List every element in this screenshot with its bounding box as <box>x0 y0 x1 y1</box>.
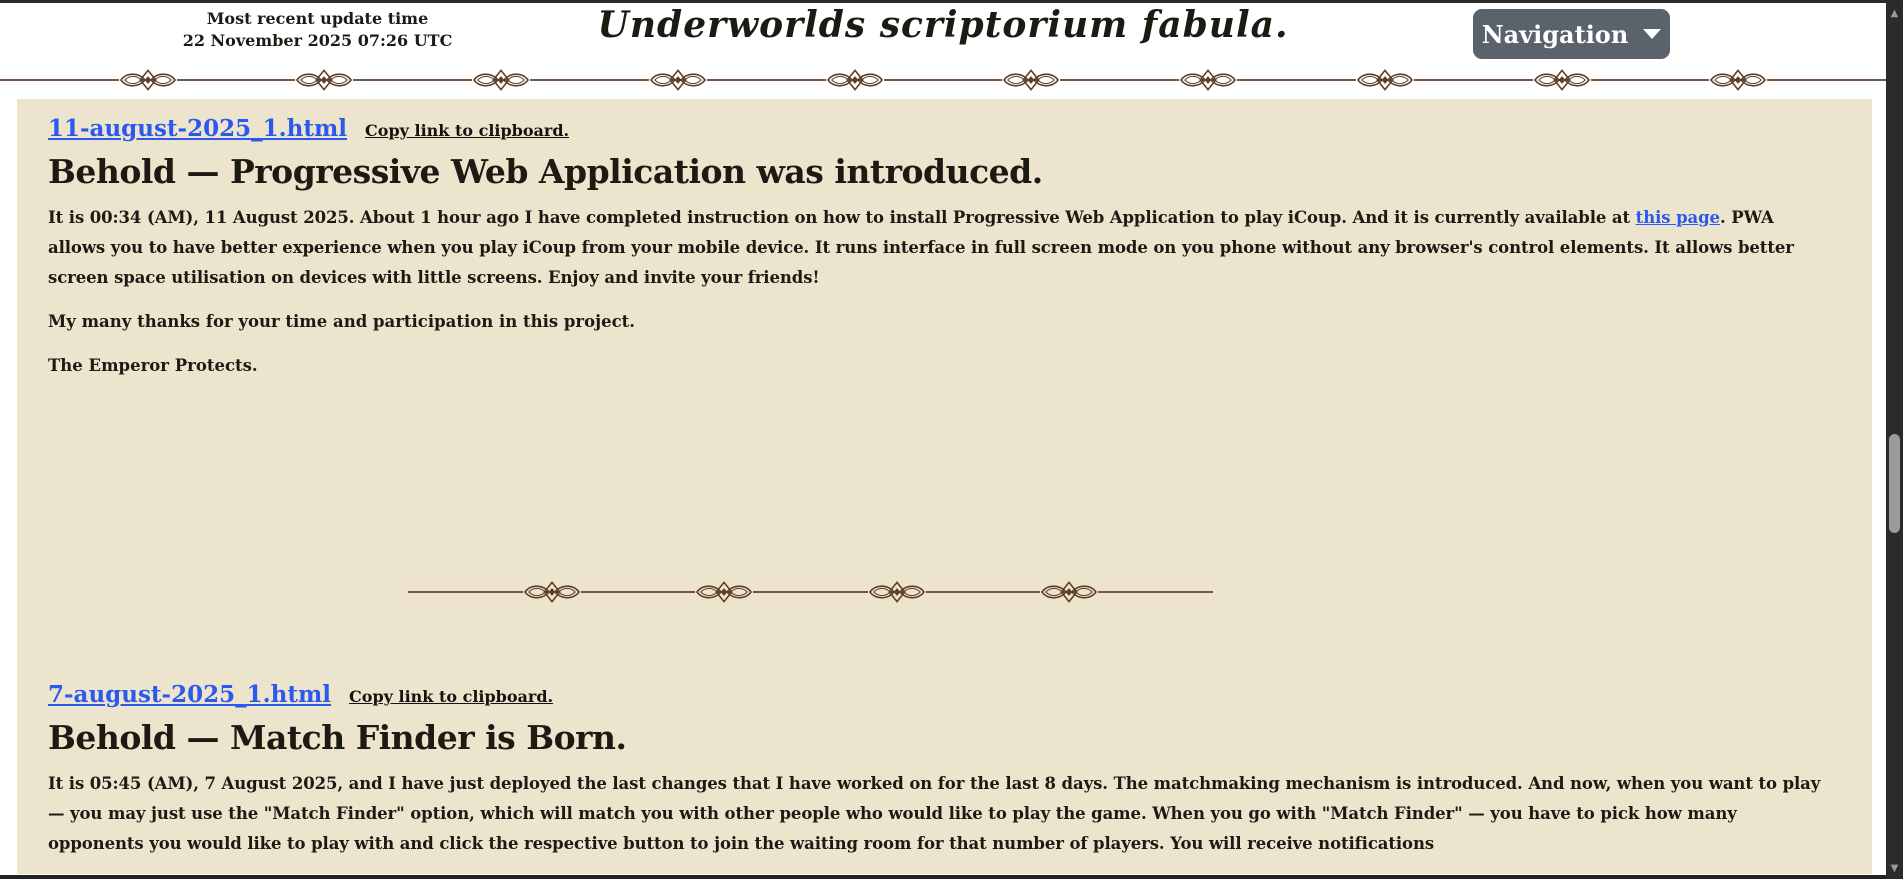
divider-line <box>1060 79 1179 81</box>
divider-line <box>581 591 696 593</box>
entry-file-link[interactable]: 11-august-2025_1.html <box>48 115 348 142</box>
entry-file-link[interactable]: 7-august-2025_1.html <box>48 681 332 708</box>
thanks-paragraph: My many thanks for your time and participation in this project. <box>48 312 636 331</box>
scroll-up-icon[interactable]: ▲ <box>1890 8 1899 19</box>
window-top-border <box>0 0 1903 3</box>
navigation-button-label: Navigation <box>1481 19 1629 49</box>
divider-ornament-icon <box>1040 581 1098 603</box>
divider-line <box>1591 79 1710 81</box>
divider-line <box>1237 79 1356 81</box>
divider-line <box>1767 79 1886 81</box>
divider-line <box>177 79 296 81</box>
divider-line <box>408 591 523 593</box>
entry-heading: Behold — Match Finder is Born. <box>48 718 627 757</box>
divider-ornament-icon <box>695 581 753 603</box>
divider-ornament-icon <box>119 69 177 91</box>
blog-entry <box>48 115 1832 381</box>
scrollbar-thumb[interactable] <box>1889 434 1900 533</box>
entry-link-row <box>48 681 1832 708</box>
chevron-down-icon <box>1643 29 1661 39</box>
entry-body: It is 05:45 (AM), 7 August 2025, and I have just deployed the last changes that I have worked on for the last 8 days. The matchmaking mechanism is introduced. And now, when you want to play — you may just use the "Match Finder" option, which will match you with other people who would like to play the game. When you go with "Match Finder" — you have to pick how many opponents you would like to play with and click the respective button to join the waiting room for that number of players. You will receive notifications <box>48 774 1821 853</box>
navigation-button[interactable] <box>1473 9 1670 59</box>
divider-line <box>707 79 826 81</box>
divider-line <box>0 79 119 81</box>
divider-ornament-icon <box>1356 69 1414 91</box>
update-time-label: Most recent update time <box>206 9 429 28</box>
divider-line <box>753 591 868 593</box>
copy-link-button[interactable]: Copy link to clipboard. <box>349 687 554 706</box>
entry-body <box>48 203 1832 293</box>
scroll-down-icon[interactable]: ▼ <box>1890 863 1899 874</box>
entry-body-text: It is 00:34 (AM), 11 August 2025. About 1 hour ago I have completed instruction on how to install Progressive Web Application to play iCoup. And it is currently available at <box>48 208 1636 227</box>
signoff-paragraph: The Emperor Protects. <box>48 356 258 375</box>
divider-line <box>926 591 1041 593</box>
divider-line <box>353 79 472 81</box>
divider-ornament-icon <box>1179 69 1237 91</box>
divider-ornament-icon <box>868 581 926 603</box>
divider-ornament-icon <box>649 69 707 91</box>
divider-ornament-icon <box>1533 69 1591 91</box>
divider-ornament-icon <box>295 69 353 91</box>
divider-ornament-icon <box>472 69 530 91</box>
update-time-value: 22 November 2025 07:26 UTC <box>182 31 453 50</box>
ornamental-divider-mid <box>408 581 1213 603</box>
ornamental-divider-header <box>0 61 1886 99</box>
site-title: Underworlds scriptorium fabula. <box>597 4 1289 46</box>
divider-line <box>1414 79 1533 81</box>
divider-ornament-icon <box>826 69 884 91</box>
divider-ornament-icon <box>1002 69 1060 91</box>
divider-line <box>1098 591 1213 593</box>
copy-link-button[interactable]: Copy link to clipboard. <box>365 121 570 140</box>
divider-ornament-icon <box>523 581 581 603</box>
entry-body-text: . PWA allows you to have better experience when you play iCoup from your mobile device. It runs interface in full screen mode on you phone without any browser's control elements. It allows better screen space utilisation on devices with little screens. Enjoy and invite your friends! <box>48 208 1794 287</box>
window-bottom-border <box>0 875 1886 879</box>
divider-ornament-icon <box>1709 69 1767 91</box>
divider-line <box>884 79 1003 81</box>
blog-entry <box>48 681 1832 859</box>
content-area <box>17 99 1872 874</box>
entry-link-row <box>48 115 1832 142</box>
entry-heading: Behold — Progressive Web Application was introduced. <box>48 152 1043 191</box>
divider-line <box>530 79 649 81</box>
page-header <box>0 3 1886 61</box>
vertical-scrollbar[interactable] <box>1886 3 1903 879</box>
this-page-link[interactable]: this page <box>1635 208 1720 227</box>
page <box>0 3 1886 879</box>
